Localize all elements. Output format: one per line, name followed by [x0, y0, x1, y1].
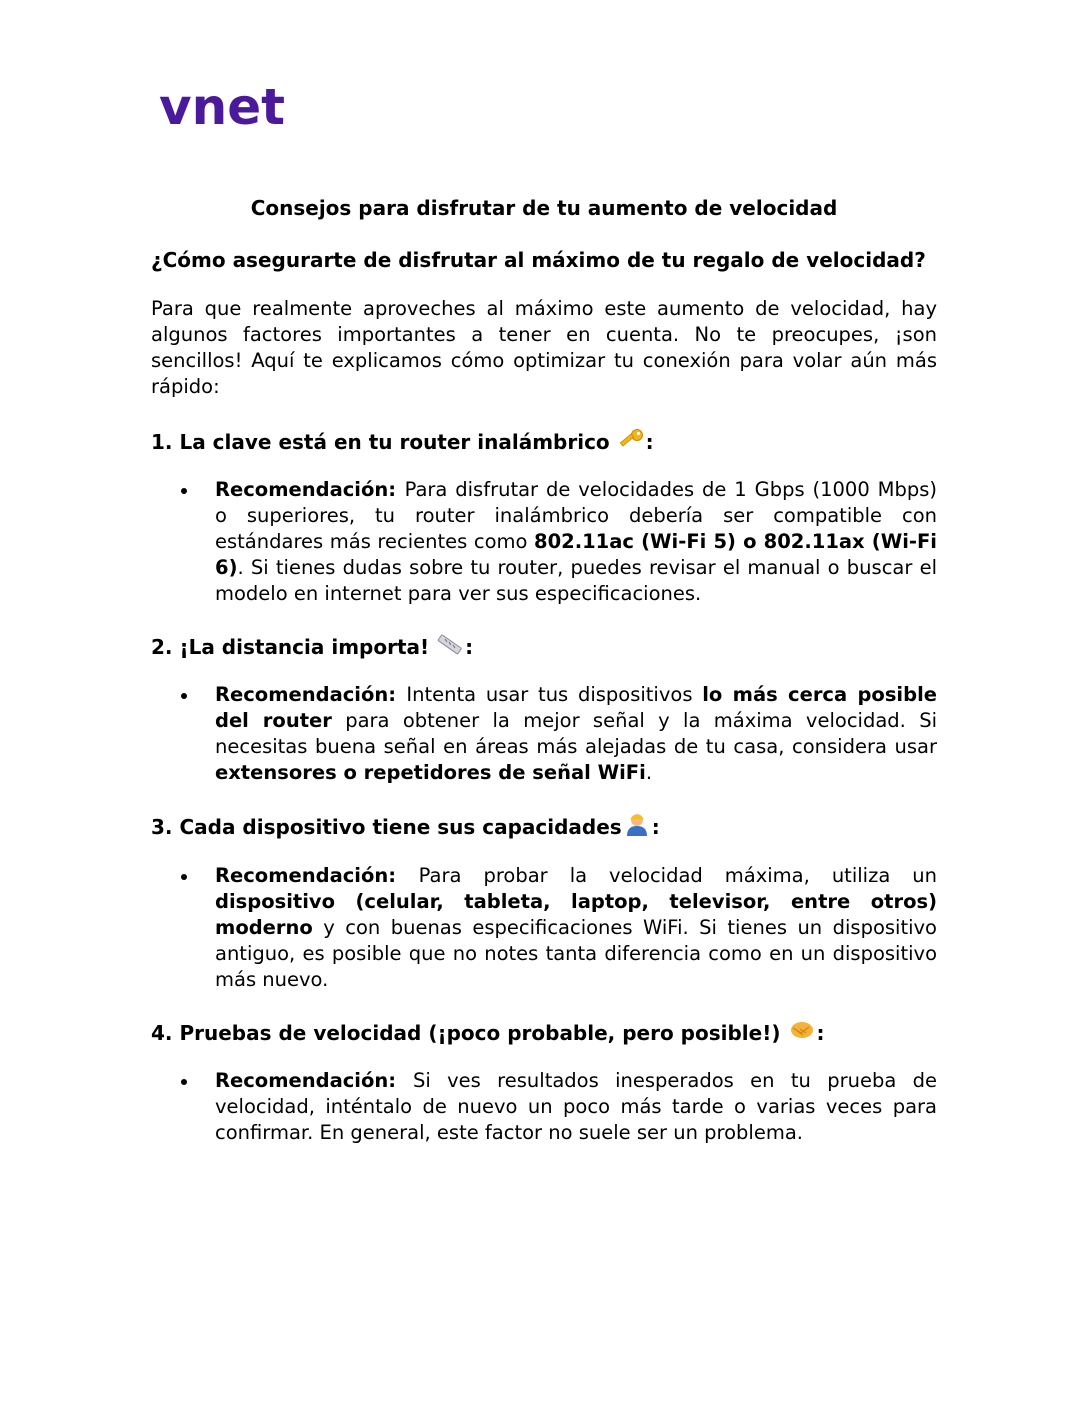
section-heading-text: 4. Pruebas de velocidad (¡poco probable, pero posible!): [151, 1020, 781, 1045]
recommendation-text: . Si tienes dudas sobre tu router, puedes revisar el manual o buscar el modelo en internet para ver sus especificaciones.: [215, 556, 937, 605]
section-heading: [151, 633, 937, 660]
recommendation-text: y con buenas especificaciones WiFi. Si tienes un dispositivo antiguo, es posible que no notes tanta diferencia como en un dispositivo más nuevo.: [215, 916, 937, 991]
section-heading: [151, 1019, 937, 1046]
heading-colon: :: [816, 1020, 825, 1045]
key-icon: [618, 428, 644, 455]
list-item: [151, 1068, 937, 1146]
heading-colon: :: [651, 814, 660, 839]
recommendation-text: para obtener la mejor señal y la máxima velocidad. Si necesitas buena señal en áreas más alejadas de tu casa, considera usar: [215, 709, 937, 758]
document-title: Consejos para disfrutar de tu aumento de velocidad: [250, 196, 838, 220]
recommendation-label: Recomendación:: [215, 683, 407, 706]
section-router: [151, 428, 937, 607]
recommendation-bold: dispositivo (celular, tableta, laptop, televisor, entre otros) moderno: [215, 890, 937, 939]
section-heading-text: 1. La clave está en tu router inalámbrico: [151, 429, 610, 454]
document-question: ¿Cómo asegurarte de disfrutar al máximo de tu regalo de velocidad?: [151, 248, 926, 272]
section-heading: [151, 812, 937, 841]
recommendation-label: Recomendación:: [215, 478, 405, 501]
bullet-dot: [181, 488, 187, 494]
section-speedtests: [151, 1019, 937, 1146]
handshake-icon: [789, 1019, 815, 1046]
bullet-dot: [181, 693, 187, 699]
intro-paragraph: Para que realmente aproveches al máximo este aumento de velocidad, hay algunos factores importantes a tener en cuenta. No te preocupes, ¡son sencillos! Aquí te explicamos cómo optimizar tu conexión para volar aún más rápido:: [151, 297, 937, 398]
recommendation-bold: lo más cerca posible del router: [215, 683, 937, 732]
recommendation-label: Recomendación:: [215, 1069, 413, 1092]
section-devices: [151, 812, 937, 993]
list-item: [151, 682, 937, 786]
list-item: [151, 477, 937, 607]
recommendation-text: .: [645, 761, 653, 784]
section-heading-text: 2. ¡La distancia importa!: [151, 634, 430, 659]
list-item: [151, 863, 937, 993]
section-distance: [151, 633, 937, 786]
bullet-dot: [181, 1079, 187, 1085]
recommendation-bold: 802.11ac (Wi-Fi 5) o 802.11ax (Wi-Fi 6): [215, 530, 937, 579]
recommendation-text: Intenta usar tus dispositivos: [406, 683, 703, 706]
logo-text: vnet: [159, 80, 286, 132]
recommendation-text: Para probar la velocidad máxima, utiliza un: [418, 864, 937, 887]
recommendation-text: Para disfrutar de velocidades de 1 Gbps (1000 Mbps) o superiores, tu router inalámbrico debería ser compatible con estándares más recientes como: [215, 478, 937, 553]
section-heading: [151, 428, 937, 455]
ruler-icon: [437, 633, 463, 660]
recommendation-label: Recomendación:: [215, 864, 419, 887]
bullet-dot: [181, 874, 187, 880]
technician-icon: [624, 812, 650, 841]
heading-colon: :: [465, 634, 474, 659]
section-heading-text: 3. Cada dispositivo tiene sus capacidades: [151, 814, 622, 839]
recommendation-text: Si ves resultados inesperados en tu prueba de velocidad, inténtalo de nuevo un poco más tarde o varias veces para confirmar. En general, este factor no suele ser un problema.: [215, 1069, 937, 1144]
document-body: [151, 196, 937, 1172]
vnet-logo: [159, 80, 293, 136]
recommendation-bold: extensores o repetidores de señal WiFi: [215, 761, 646, 784]
heading-colon: :: [645, 429, 654, 454]
